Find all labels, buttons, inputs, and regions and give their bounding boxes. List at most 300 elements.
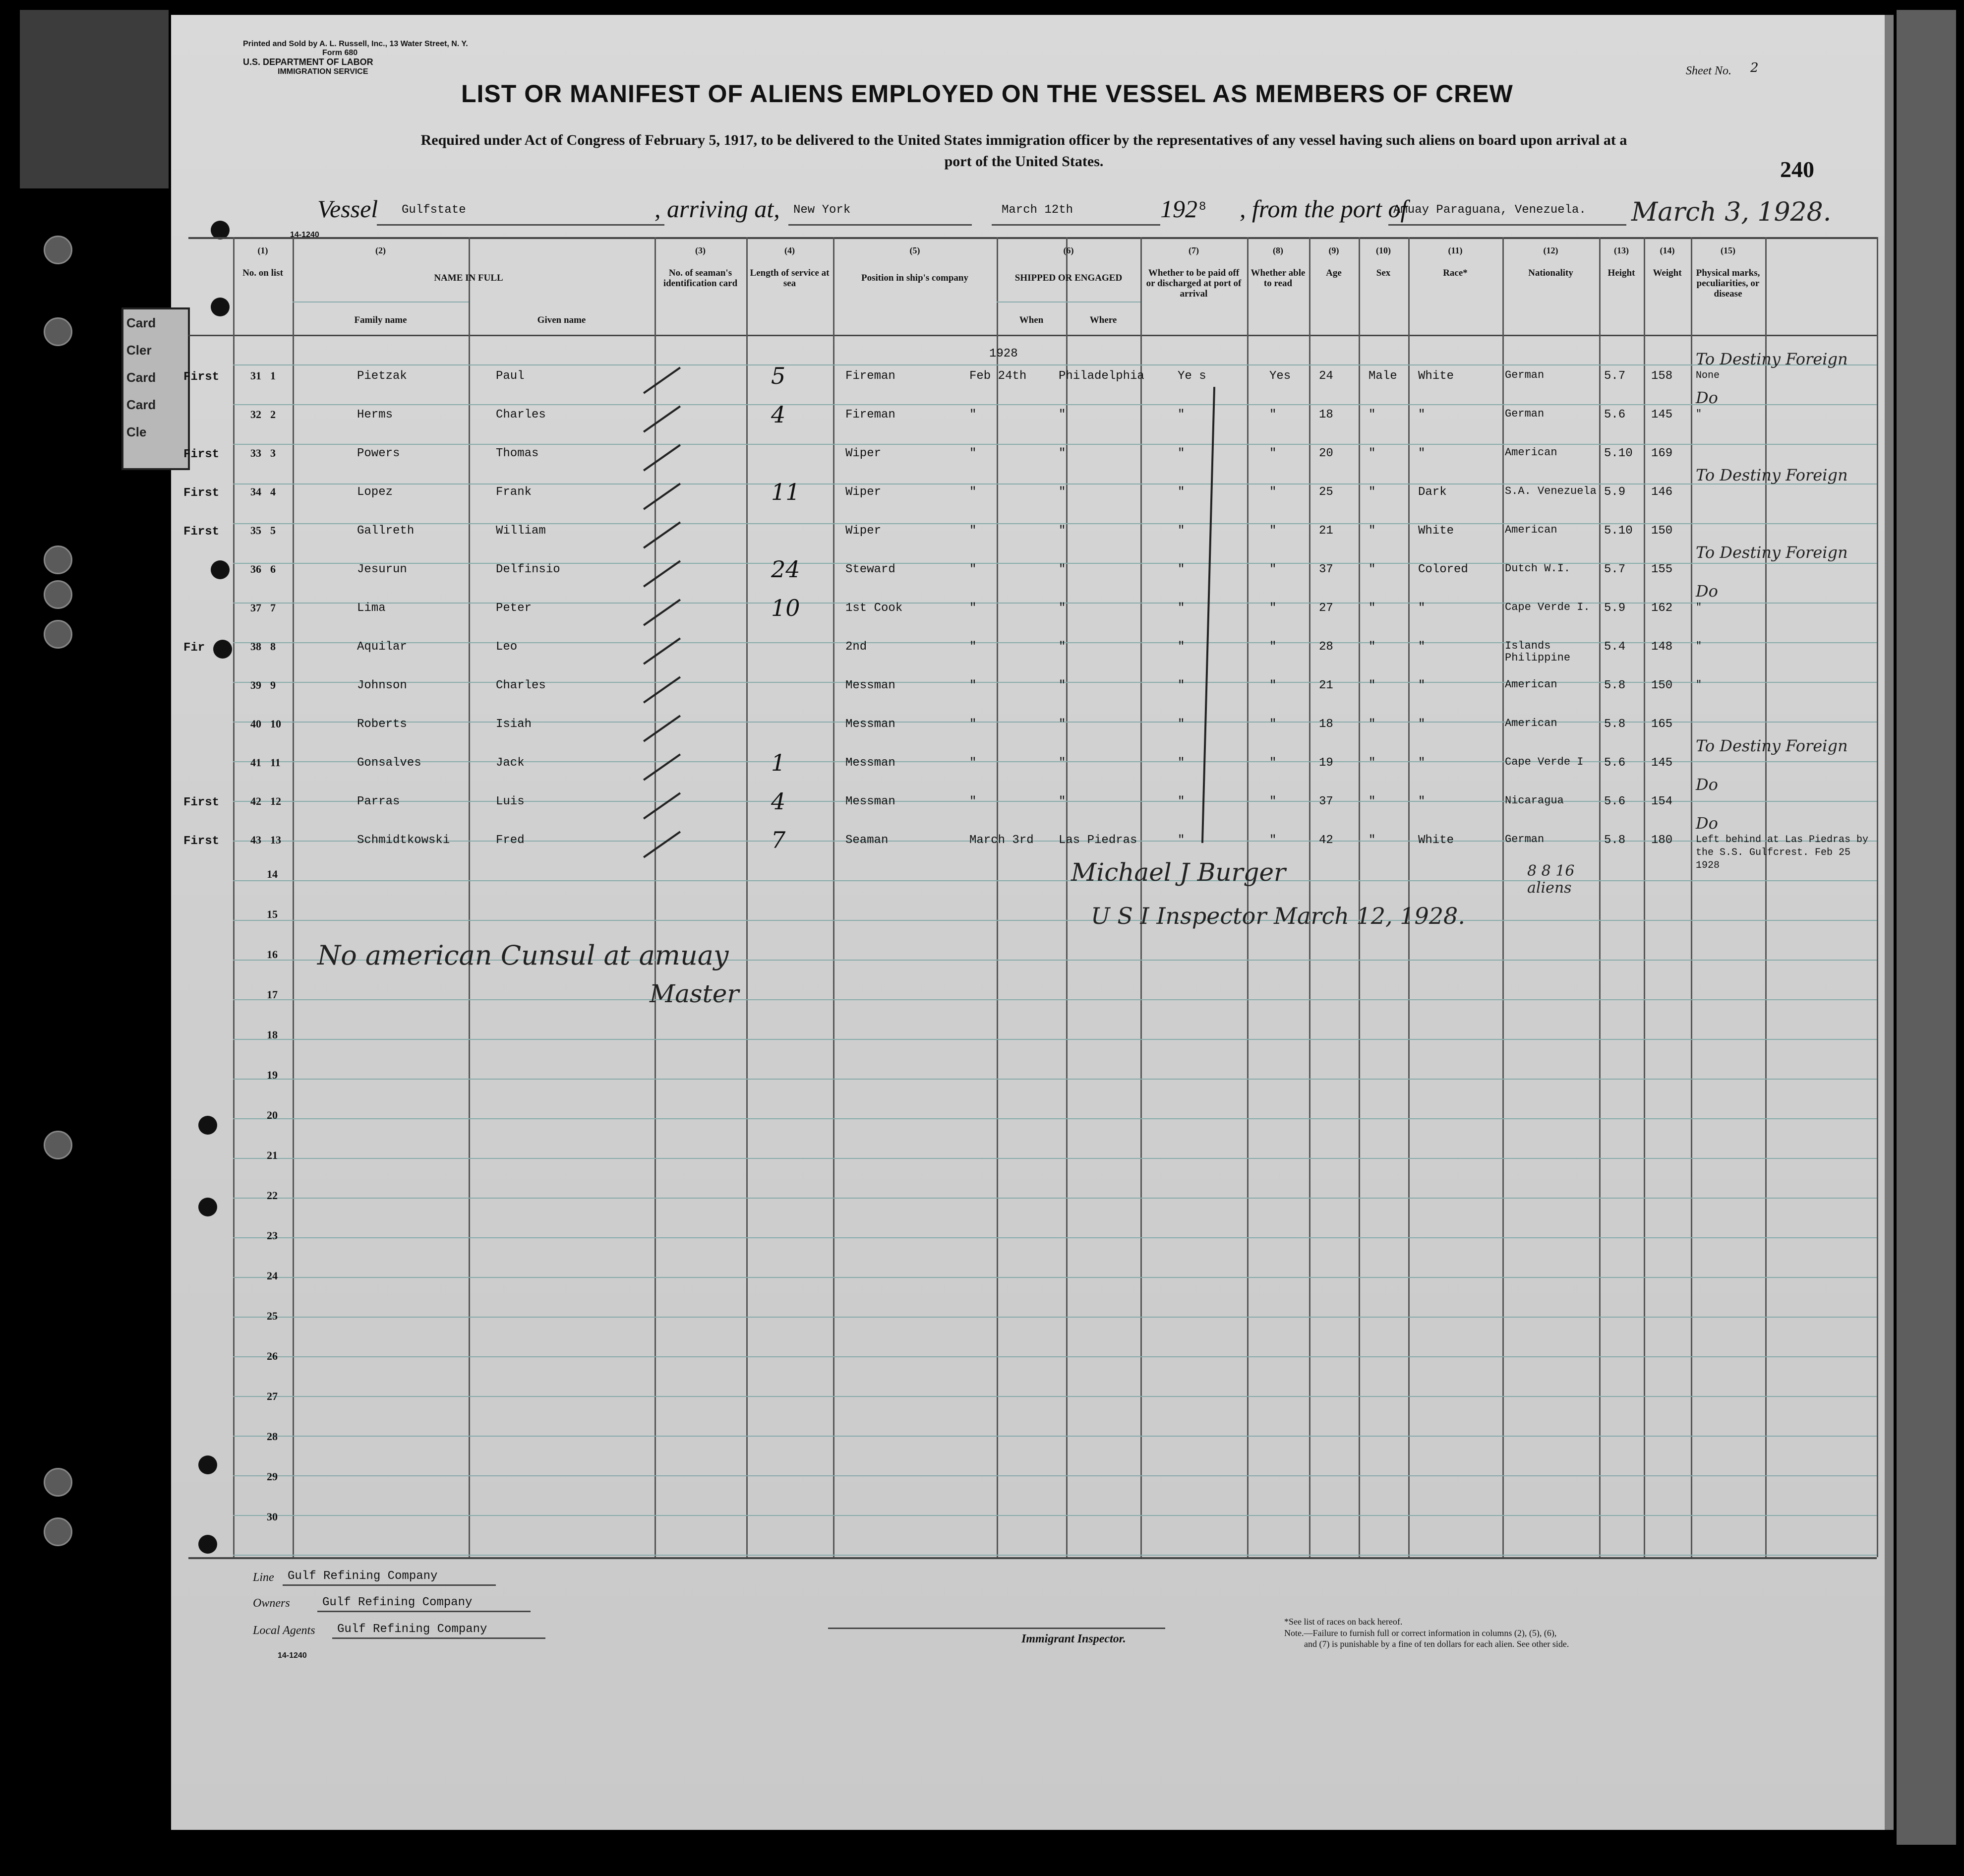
age: 42 [1319,834,1333,847]
paid-off: " [1178,485,1185,499]
nationality: German [1505,408,1545,420]
class-marker: First [183,525,220,539]
row-line [233,1555,1877,1556]
nationality: American [1505,678,1557,691]
from-port: Amuay Paraguana, Venezuela. [1393,203,1586,217]
service-length: 5 [771,363,786,389]
weight: 145 [1651,756,1673,770]
race: " [1418,602,1426,615]
row-line [233,920,1877,921]
list-prefix: 35 [250,524,261,537]
column-line [1877,237,1878,1557]
underline [1388,224,1626,226]
shipped-when: " [969,679,977,692]
sex: " [1369,602,1376,615]
fine-note-2: and (7) is punishable by a fine of ten dollars for each alien. See other side. [1304,1639,1569,1649]
row-line [233,1317,1877,1318]
class-marker: First [183,486,220,500]
sex: " [1369,447,1376,460]
physical-marks: " [1696,679,1702,691]
able-to-read: " [1269,795,1277,808]
sex: " [1369,756,1376,770]
list-prefix: 31 [250,369,261,382]
list-prefix: 43 [250,834,261,846]
row-line [233,880,1877,881]
vessel-label: Vessel [317,195,378,223]
alien-tally: 8 8 16 aliens [1527,862,1575,897]
position: Messman [845,718,895,731]
race: White [1418,369,1454,383]
column-header: No. of seaman's identification card [663,268,738,289]
column-subheader: When [1019,315,1044,325]
paid-off: " [1178,718,1185,731]
year-suffix: 8 [1199,200,1206,214]
column-number: (5) [909,245,920,255]
list-number: 9 [270,679,276,691]
empty-row-number: 26 [267,1350,278,1362]
owners-label: Owners [253,1597,290,1610]
age: 24 [1319,369,1333,383]
position: Messman [845,756,895,770]
list-number: 8 [270,640,276,653]
binder-hole [44,580,72,609]
list-number: 3 [270,447,276,459]
agents-label: Local Agents [253,1624,315,1637]
age: 37 [1319,563,1333,576]
sex: " [1369,834,1376,847]
service-length: 4 [771,401,786,428]
height: 5.10 [1604,447,1633,460]
weight: 158 [1651,369,1673,383]
binder-hole [44,620,72,649]
list-prefix: 39 [250,679,261,691]
height: 5.9 [1604,602,1626,615]
empty-row-number: 16 [267,948,278,961]
list-number: 6 [270,563,276,575]
form-number: Form 680 [322,49,358,57]
age: 18 [1319,718,1333,731]
empty-row-number: 28 [267,1430,278,1443]
column-number: (11) [1448,245,1463,255]
list-prefix: 32 [250,408,261,421]
from-label: , from the port of [1240,195,1408,223]
column-header: SHIPPED OR ENGAGED [1014,273,1123,283]
position: Wiper [845,485,882,499]
empty-row-number: 29 [267,1470,278,1483]
year-label: 1928 [989,347,1018,361]
side-card: Cle [126,424,147,439]
column-header: Height [1607,268,1635,278]
able-to-read: " [1269,602,1277,615]
punch-hole [198,1198,217,1216]
consul-note: No american Cunsul at amuay [317,940,729,971]
physical-marks: None [1696,370,1720,381]
underline [317,1611,531,1612]
handwritten-note: Do [1696,582,1718,601]
sex: " [1369,563,1376,576]
paid-off: " [1178,602,1185,615]
paid-off: Ye s [1178,369,1206,383]
age: 28 [1319,640,1333,654]
empty-row-number: 24 [267,1270,278,1282]
nationality: Cape Verde I. [1505,601,1590,613]
shipped-where: " [1059,795,1066,808]
list-number: 10 [270,718,281,730]
given-name: Fred [496,834,525,847]
shipped-when: " [969,563,977,576]
binder-hole [44,236,72,264]
given-name: Thomas [496,447,539,460]
column-number: (9) [1328,245,1339,255]
height: 5.4 [1604,640,1626,654]
paid-off: " [1178,447,1185,460]
class-marker: First [183,370,220,384]
row-line [233,1079,1877,1080]
weight: 162 [1651,602,1673,615]
fine-note: Note.—Failure to furnish full or correct information in columns (2), (5), (6), [1284,1628,1557,1638]
column-number: (8) [1273,245,1283,255]
column-header: Whether to be paid off or discharged at port of arrival [1146,268,1242,299]
handwritten-note: Do [1696,814,1718,833]
family-name: Herms [357,408,393,422]
page-title: LIST OR MANIFEST OF ALIENS EMPLOYED ON THE VESSEL AS MEMBERS OF CREW [461,80,1513,108]
position: Wiper [845,524,882,538]
side-cards [121,307,190,470]
service-length: 7 [771,827,786,853]
list-prefix: 36 [250,563,261,575]
column-header: Whether able to read [1250,268,1306,289]
physical-marks: " [1696,641,1702,652]
nationality: Cape Verde I [1505,756,1584,768]
empty-row-number: 14 [267,868,278,880]
list-number: 12 [270,795,281,807]
column-number: (10) [1376,245,1391,255]
list-number: 4 [270,485,276,498]
shipped-when: " [969,795,977,808]
position: Fireman [845,408,895,422]
service-length: 1 [771,749,786,776]
race: " [1418,640,1426,654]
shipped-where: Philadelphia [1059,369,1144,383]
nationality: Islands Philippine [1505,640,1571,664]
paid-off: " [1178,834,1185,847]
able-to-read: " [1269,524,1277,538]
empty-row-number: 17 [267,988,278,1001]
family-name: Gallreth [357,524,415,538]
race: " [1418,795,1426,808]
shipped-when: " [969,408,977,422]
paid-off: " [1178,640,1185,654]
column-header: No. on list [242,268,283,278]
column-header: Length of service at sea [750,268,830,289]
row-line [233,1118,1877,1119]
race: " [1418,679,1426,692]
shipped-where: " [1059,524,1066,538]
physical-marks: " [1696,409,1702,420]
list-prefix: 41 [250,756,261,769]
height: 5.8 [1604,679,1626,692]
family-name: Roberts [357,718,407,731]
handwritten-note: Do [1696,388,1718,407]
given-name: Luis [496,795,525,808]
able-to-read: " [1269,756,1277,770]
column-header: NAME IN FULL [434,273,503,283]
sex: " [1369,640,1376,654]
shipped-when: " [969,718,977,731]
position: Wiper [845,447,882,460]
nationality: S.A. Venezuela [1505,485,1597,497]
family-name: Jesurun [357,563,407,576]
nationality: German [1505,369,1545,381]
column-header: Nationality [1528,268,1573,278]
position: Messman [845,679,895,692]
family-name: Gonsalves [357,756,421,770]
shipped-where: " [1059,640,1066,654]
requirement-line: Required under Act of Congress of February 5, 1917, to be delivered to the United States immigration officer by the representatives of any vessel having such aliens on board upon arrival at a [420,132,1627,148]
class-marker: First [183,796,220,809]
nationality: American [1505,717,1557,729]
column-header: Weight [1653,268,1682,278]
sex: " [1369,408,1376,422]
given-name: Paul [496,369,525,383]
binder-hole [44,1517,72,1546]
sheet-number: 2 [1750,61,1759,75]
column-number: (13) [1614,245,1629,255]
punch-hole [198,1116,217,1135]
side-card: Card [126,315,156,330]
empty-row-number: 19 [267,1069,278,1081]
sex: " [1369,795,1376,808]
weight: 165 [1651,718,1673,731]
sheet-label: Sheet No. [1686,64,1731,77]
page-number: 240 [1780,157,1814,182]
given-name: Delfinsio [496,563,560,576]
nationality: Nicaragua [1505,794,1564,807]
physical-marks: Left behind at Las Piedras by the S.S. Gulfcrest. Feb 25 1928 [1696,834,1869,871]
able-to-read: " [1269,679,1277,692]
age: 18 [1319,408,1333,422]
sex: " [1369,485,1376,499]
able-to-read: " [1269,718,1277,731]
row-line [233,1039,1877,1040]
nationality: German [1505,833,1545,846]
given-name: Frank [496,485,532,499]
empty-row-number: 27 [267,1390,278,1402]
left-flap [20,10,169,188]
able-to-read: " [1269,640,1277,654]
height: 5.10 [1604,524,1633,538]
shipped-where: " [1059,718,1066,731]
list-prefix: 37 [250,602,261,614]
handwritten-note: To Destiny Foreign [1696,466,1848,484]
column-header: Position in ship's company [861,273,968,283]
punch-hole [198,1535,217,1554]
paid-off: " [1178,679,1185,692]
weight: 150 [1651,524,1673,538]
sex: " [1369,718,1376,731]
handwritten-note: To Destiny Foreign [1696,736,1848,755]
list-number: 7 [270,602,276,614]
shipped-where: " [1059,679,1066,692]
height: 5.7 [1604,369,1626,383]
column-subheader: Family name [354,315,407,325]
given-name: Charles [496,408,546,422]
height: 5.6 [1604,795,1626,808]
position: 2nd [845,640,867,654]
able-to-read: " [1269,563,1277,576]
family-name: Pietzak [357,369,407,383]
underline [332,1637,545,1639]
column-number: (15) [1721,245,1735,255]
agents-value: Gulf Refining Company [337,1623,487,1636]
empty-row-number: 18 [267,1029,278,1041]
column-header: Race* [1443,268,1468,278]
paid-off: " [1178,408,1185,422]
weight: 145 [1651,408,1673,422]
punch-hole [198,1455,217,1474]
position: Steward [845,563,895,576]
class-marker: First [183,835,220,848]
list-number: 11 [270,756,281,769]
arriving-label: , arriving at, [655,195,780,223]
race: Dark [1418,485,1447,499]
race: " [1418,408,1426,422]
race: White [1418,524,1454,538]
handwritten-note: Do [1696,775,1718,794]
races-note: *See list of races on back hereof. [1284,1617,1403,1627]
race: " [1418,447,1426,460]
department: U.S. DEPARTMENT OF LABOR [243,57,373,67]
given-name: Charles [496,679,546,692]
row-line [233,1237,1877,1238]
shipped-where: " [1059,602,1066,615]
paid-off: " [1178,756,1185,770]
underline [992,224,1160,226]
list-number: 2 [270,408,276,421]
age: 37 [1319,795,1333,808]
physical-marks: " [1696,602,1702,613]
shipped-where: " [1059,485,1066,499]
service-length: 10 [771,595,800,621]
handwritten-note: To Destiny Foreign [1696,350,1848,368]
height: 5.6 [1604,408,1626,422]
inspector-line: U S I Inspector March 12, 1928. [1091,903,1465,929]
column-header: Age [1326,268,1342,278]
list-prefix: 42 [250,795,261,807]
given-name: Leo [496,640,518,654]
requirement-line-2: port of the United States. [944,153,1104,170]
table-top-border [188,237,1877,239]
service-length: 24 [771,556,800,583]
class-marker: First [183,448,220,461]
list-prefix: 33 [250,447,261,459]
class-marker: Fir [183,641,205,655]
inspector-signature: Michael J Burger [1071,858,1286,887]
weight: 154 [1651,795,1673,808]
column-number: (4) [784,245,795,255]
column-number: (12) [1543,245,1558,255]
shipped-when: " [969,447,977,460]
height: 5.6 [1604,756,1626,770]
row-line [233,1436,1877,1437]
row-line [233,1158,1877,1159]
footer-form-code: 14-1240 [278,1651,307,1660]
consul-note-signoff: Master [650,979,739,1008]
weight: 148 [1651,640,1673,654]
column-header: Sex [1376,268,1391,278]
shipped-when: March 3rd [969,834,1034,847]
row-line [233,1475,1877,1476]
shipped-when: " [969,485,977,499]
side-card: Card [126,397,156,412]
shipped-when: " [969,640,977,654]
age: 21 [1319,679,1333,692]
age: 20 [1319,447,1333,460]
service: IMMIGRATION SERVICE [278,67,368,76]
row-line [233,1515,1877,1516]
punch-hole [211,298,230,316]
empty-row-number: 23 [267,1229,278,1242]
list-number: 5 [270,524,276,537]
height: 5.7 [1604,563,1626,576]
column-subheader: Where [1089,315,1117,325]
column-subheader: Given name [537,315,586,325]
weight: 155 [1651,563,1673,576]
line-value: Gulf Refining Company [288,1570,438,1583]
family-name: Schmidtkowski [357,834,450,847]
column-number: (2) [375,245,386,255]
shipped-when: Feb 24th [969,369,1027,383]
nationality: American [1505,524,1557,536]
underline [377,224,664,226]
empty-row-number: 25 [267,1310,278,1322]
shipped-when: " [969,602,977,615]
shipped-where: " [1059,447,1066,460]
sex: " [1369,524,1376,538]
sex: Male [1369,369,1397,383]
column-number: (3) [695,245,706,255]
list-prefix: 40 [250,718,261,730]
binder-edge [1897,10,1956,1845]
able-to-read: Yes [1269,369,1291,383]
underline [283,1584,496,1586]
family-name: Lima [357,602,386,615]
given-name: Peter [496,602,532,615]
shipped-where: " [1059,756,1066,770]
height: 5.8 [1604,718,1626,731]
side-card: Cler [126,343,152,358]
shipped-where: " [1059,408,1066,422]
service-length: 11 [771,479,800,505]
row-line [233,1198,1877,1199]
list-prefix: 34 [250,485,261,498]
column-number: (7) [1189,245,1199,255]
underline [788,224,972,226]
row-line [233,999,1877,1000]
table-bottom-border [188,1557,1877,1559]
vessel-name: Gulfstate [402,203,466,217]
family-name: Aquilar [357,640,407,654]
immigrant-inspector-label: Immigrant Inspector. [1021,1633,1126,1645]
height: 5.9 [1604,485,1626,499]
shipped-where: Las Piedras [1059,834,1137,847]
empty-row-number: 22 [267,1189,278,1202]
family-name: Powers [357,447,400,460]
able-to-read: " [1269,834,1277,847]
binder-hole [44,1468,72,1497]
empty-row-number: 15 [267,908,278,920]
column-header: Physical marks, peculiarities, or disease [1696,268,1760,299]
